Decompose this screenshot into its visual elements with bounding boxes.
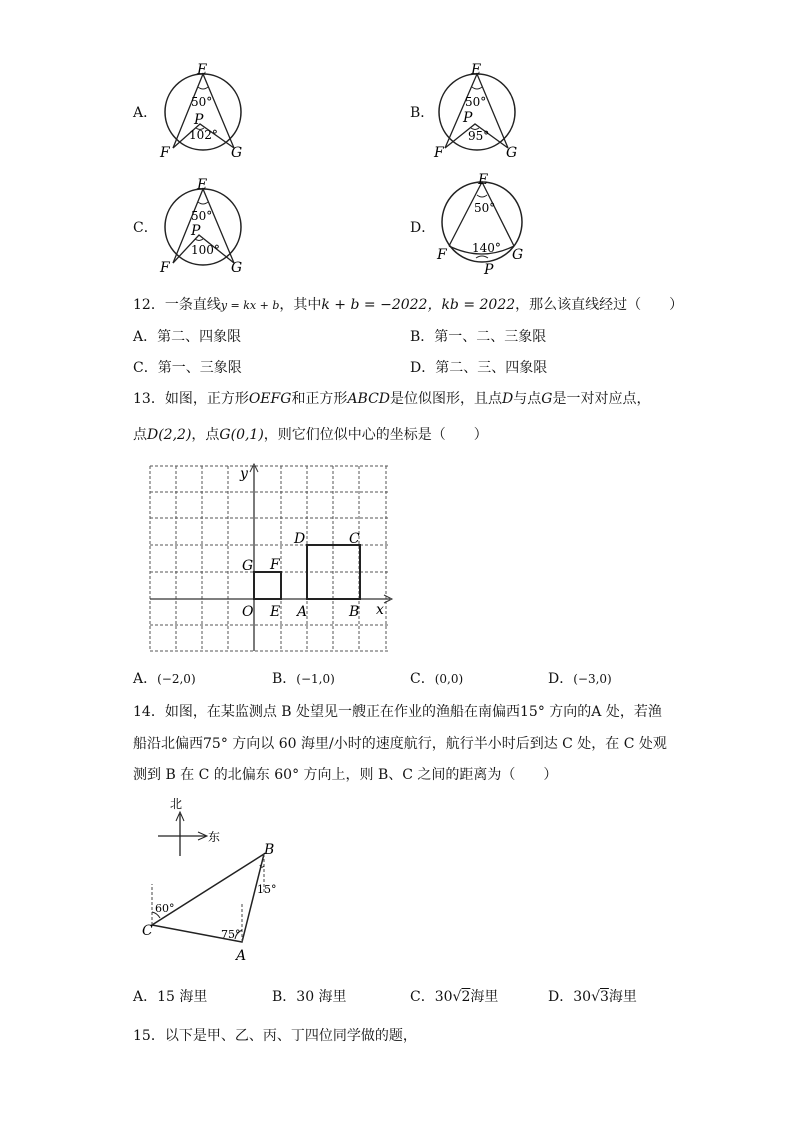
q11-option-d-figure bbox=[432, 172, 537, 277]
q12-text: ，其中 bbox=[279, 297, 322, 313]
angle-75-label: 75° bbox=[221, 928, 241, 941]
q13-number: 13． bbox=[133, 391, 165, 407]
q12-option-a[interactable]: A．第二、四象限 bbox=[133, 329, 242, 345]
q12-stem bbox=[133, 296, 683, 315]
q13-point-label: G bbox=[541, 391, 553, 407]
point-f-label: F bbox=[434, 145, 444, 161]
point-f-label: F bbox=[160, 260, 170, 275]
angle-p-label: 140° bbox=[472, 241, 501, 255]
q13-square-label: OEFG bbox=[248, 391, 292, 407]
angle-top-label: 50° bbox=[465, 95, 487, 109]
origin-label: O bbox=[242, 604, 254, 620]
q12-option-b[interactable]: B．第一、二、三象限 bbox=[410, 329, 547, 345]
x-axis-label: x bbox=[376, 602, 384, 618]
point-g-label: G bbox=[242, 558, 254, 574]
point-g-label: G bbox=[506, 145, 518, 161]
point-g-label: G bbox=[231, 260, 243, 275]
q14-option-a[interactable]: A．15 海里 bbox=[133, 989, 208, 1005]
point-a-label: A bbox=[297, 604, 308, 620]
q13-text: 点 bbox=[133, 427, 147, 443]
q13-coordinate-grid bbox=[146, 462, 396, 657]
q13-text: 与点 bbox=[513, 391, 542, 407]
q13-text: 是一对对应点， bbox=[552, 391, 651, 407]
angle-top-label: 50° bbox=[191, 95, 213, 109]
q13-option-d[interactable]: D．(−3,0) bbox=[548, 671, 612, 687]
q13-option-a[interactable]: A．(−2,0) bbox=[133, 671, 196, 687]
point-e-label: E bbox=[197, 177, 208, 193]
angle-p-label: 95° bbox=[468, 129, 490, 143]
point-p-label: P bbox=[484, 262, 494, 277]
angle-top-label: 50° bbox=[191, 209, 213, 223]
q13-coordinate: G(0,1) bbox=[219, 427, 264, 443]
point-e-label: E bbox=[478, 172, 489, 188]
point-f-label: F bbox=[160, 145, 170, 161]
north-label: 北 bbox=[170, 797, 183, 811]
angle-p-label: 102° bbox=[189, 128, 218, 142]
q13-text: 如图，正方形 bbox=[164, 391, 249, 407]
point-g-label: G bbox=[231, 145, 243, 161]
q11-option-a-letter: A． bbox=[133, 105, 158, 121]
q13-point-label: D bbox=[502, 391, 514, 407]
angle-p-label: 100° bbox=[191, 243, 220, 257]
q12-text: ，那么该直线经过（ ） bbox=[515, 297, 684, 313]
q13-text: ，则它们位似中心的坐标是（ ） bbox=[263, 427, 488, 443]
point-p-label: P bbox=[463, 110, 473, 126]
q13-text: 和正方形 bbox=[291, 391, 348, 407]
point-g-label: G bbox=[512, 247, 524, 263]
q13-text: ，点 bbox=[191, 427, 220, 443]
point-a-label: A bbox=[236, 948, 247, 964]
angle-60-label: 60° bbox=[155, 902, 175, 915]
q11-option-b-letter: B． bbox=[410, 105, 435, 121]
sqrt-symbol: √ bbox=[591, 989, 600, 1005]
q11-option-c-letter: C． bbox=[133, 220, 158, 236]
q13-option-b[interactable]: B．(−1,0) bbox=[272, 671, 335, 687]
point-c-label: C bbox=[349, 531, 360, 547]
point-b-label: B bbox=[264, 842, 275, 858]
q11-option-a-figure bbox=[158, 62, 258, 162]
point-c-label: C bbox=[142, 923, 153, 939]
q12-condition: kb = 2022 bbox=[441, 297, 516, 313]
q12-text: 一条直线 bbox=[164, 297, 221, 313]
point-e-label: E bbox=[471, 62, 482, 78]
sqrt-symbol: √ bbox=[452, 989, 462, 1005]
q14-stem-line1: 14．如图，在某监测点 B 处望见一艘正在作业的渔船在南偏西15° 方向的A 处，若渔 bbox=[133, 704, 662, 720]
q13-stem-line2 bbox=[133, 426, 488, 444]
point-p-label: P bbox=[191, 223, 201, 239]
q12-equation: y = kx + b bbox=[220, 299, 280, 312]
point-e-label: E bbox=[197, 62, 208, 78]
y-axis-label: y bbox=[240, 466, 248, 482]
q11-option-c-figure bbox=[158, 175, 258, 275]
q12-condition: k + b = −2022， bbox=[321, 297, 442, 313]
point-d-label: D bbox=[294, 531, 306, 547]
q14-option-c[interactable]: C．30√2海里 bbox=[410, 989, 499, 1005]
q12-number: 12． bbox=[133, 297, 165, 313]
q12-option-c[interactable]: C．第一、三象限 bbox=[133, 360, 242, 376]
q13-option-c[interactable]: C．(0,0) bbox=[410, 671, 464, 687]
q15-stem: 15．以下是甲、乙、丙、丁四位同学做的题， bbox=[133, 1028, 417, 1044]
point-p-label: P bbox=[194, 112, 204, 128]
q14-stem-line3: 测到 B 在 C 的北偏东 60° 方向上，则 B、C 之间的距离为（ ） bbox=[133, 767, 558, 783]
q13-square-label: ABCD bbox=[347, 391, 391, 407]
east-label: 东 bbox=[208, 830, 221, 844]
q11-option-b-figure bbox=[432, 62, 532, 162]
q13-coordinate: D(2,2) bbox=[147, 427, 192, 443]
q13-text: 是位似图形，且点 bbox=[390, 391, 503, 407]
angle-15-label: 15° bbox=[257, 883, 277, 896]
point-f-label: F bbox=[437, 247, 447, 263]
q14-option-b[interactable]: B．30 海里 bbox=[272, 989, 347, 1005]
angle-top-label: 50° bbox=[474, 201, 496, 215]
point-f-label: F bbox=[270, 557, 280, 573]
q14-navigation-figure bbox=[138, 794, 288, 966]
point-e-label: E bbox=[270, 604, 281, 620]
point-b-label: B bbox=[349, 604, 360, 620]
q13-stem-line1 bbox=[133, 390, 650, 408]
q12-option-d[interactable]: D．第二、三、四象限 bbox=[410, 360, 548, 376]
q14-option-d[interactable]: D．30√3海里 bbox=[548, 989, 637, 1005]
q11-option-d-letter: D． bbox=[410, 220, 436, 236]
q14-stem-line2: 船沿北偏西75° 方向以 60 海里/小时的速度航行，航行半小时后到达 C 处，在 C 处观 bbox=[133, 736, 667, 752]
